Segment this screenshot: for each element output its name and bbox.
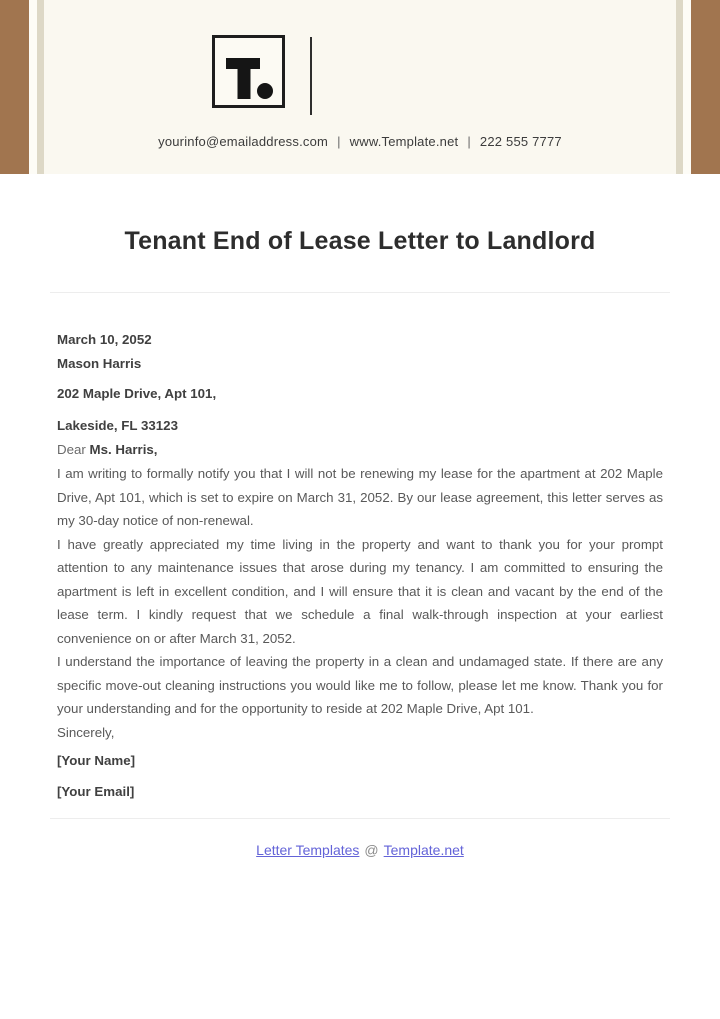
closing: Sincerely, — [57, 724, 115, 740]
contact-info — [44, 134, 676, 149]
recipient-name: Mason Harris — [57, 356, 142, 371]
right-accent-line — [676, 0, 683, 174]
logo-t-icon — [215, 38, 282, 105]
letter-paragraph-3: I understand the importance of leaving the property in a clean and undamaged state. If there are any specific move-out cleaning instructions you would like me to follow, please let me know. Thank you for your understanding and for the opportunity to reside at 202 Maple Drive, Apt 101. — [57, 654, 663, 716]
letter-body — [57, 328, 663, 804]
footer-at-symbol: @ — [364, 842, 379, 858]
footer — [57, 842, 663, 858]
contact-phone: 222 555 7777 — [479, 134, 562, 149]
letter-sheet — [0, 226, 720, 858]
title-divider — [50, 292, 670, 293]
right-brown-bar — [691, 0, 720, 174]
signature-email-placeholder: [Your Email] — [57, 784, 135, 799]
left-edge-gap — [29, 0, 37, 174]
logo-divider-line — [310, 37, 312, 115]
letter-paragraph-1: I am writing to formally notify you that I will not be renewing my lease for the apartment at 202 Maple Drive, Apt 101, which is set to expire on March 31, 2052. By our lease agreement, this letter serves as my 30-day notice of non-renewal. — [57, 466, 663, 528]
right-edge-gap — [683, 0, 691, 174]
salutation-name: Ms. Harris, — [89, 442, 158, 457]
letterhead — [0, 0, 720, 174]
left-accent-line — [37, 0, 44, 174]
brand-logo-box — [212, 35, 285, 108]
left-brown-bar — [0, 0, 29, 174]
contact-separator: | — [337, 134, 341, 149]
letter-templates-link[interactable]: Letter Templates — [256, 842, 360, 858]
contact-website: www.Template.net — [349, 134, 459, 149]
salutation-prefix: Dear — [57, 442, 90, 457]
contact-email: yourinfo@emailaddress.com — [158, 134, 329, 149]
footer-divider — [50, 818, 670, 819]
salutation — [57, 438, 663, 462]
letter-paragraph-2: I have greatly appreciated my time living in the property and want to thank you for your prompt attention to any maintenance issues that arose during my tenancy. I am committed to ensuring the apartment is left in excellent condition, and I will ensure that it is clean and vacant by the end of the lease term. I kindly request that we schedule a final walk-through inspection at your earliest convenience on or after March 31, 2052. — [57, 536, 663, 646]
signature-name-placeholder: [Your Name] — [57, 753, 136, 768]
contact-separator: | — [467, 134, 471, 149]
address-line-1: 202 Maple Drive, Apt 101, — [57, 386, 217, 401]
page-title: Tenant End of Lease Letter to Landlord — [124, 227, 596, 255]
template-net-link[interactable]: Template.net — [383, 842, 464, 858]
letter-date: March 10, 2052 — [57, 332, 152, 347]
address-line-2: Lakeside, FL 33123 — [57, 418, 178, 433]
